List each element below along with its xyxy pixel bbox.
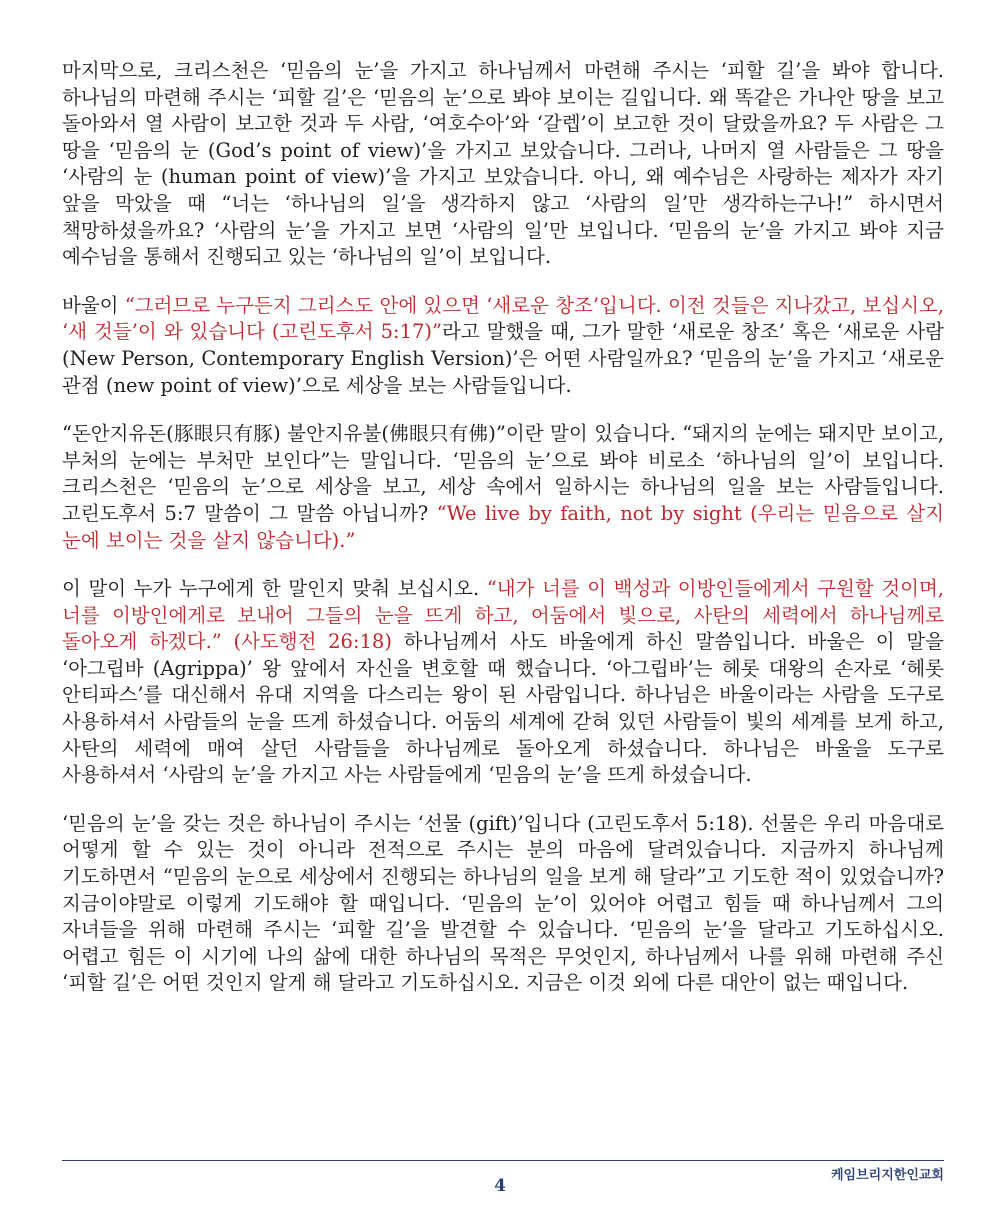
church-name: 케임브리지한인교회: [830, 1168, 944, 1183]
scripture-quote: “We live by faith, not by sight (우리는 믿음으로 살지 눈에 보이는 것을 살지 않습니다).”: [62, 501, 944, 552]
paragraph-text: 마지막으로, 크리스천은 ‘믿음의 눈’을 가지고 하나님께서 마련해 주시는 ‘피할 길’을 봐야 합니다. 하나님의 마련해 주시는 ‘피할 길’은 ‘믿음의 눈’으로 봐야 보이는 길입니다. 왜 똑같은 가나안 땅을 보고 돌아와서 열 사람이 보고한 것과 두 사람, ‘여호수아’와 ‘갈렙’이 보고한 것이 달랐을까요? 두 사람은 그 땅을 ‘믿음의 눈 (God’s point of view)’을 가지고 보았습니다. 그러나, 나머지 열 사람들은 그 땅을 ‘사람의 눈 (human point of view)’을 가지고 보았습니다. 아니, 왜 예수님은 사랑하는 제자가 자기 앞을 막았을 때 “너는 ‘하나님의 일’을 생각하지 않고 ‘사람의 일’만 생각하는구나!” 하시면서 책망하셨을까요? ‘사람의 눈’을 가지고 보면 ‘사람의 일’만 보입니다. ‘믿음의 눈’을 가지고 봐야 지금 예수님을 통해서 진행되고 있는 ‘하나님의 일’이 보입니다.: [62, 59, 944, 269]
paragraph-2: [62, 293, 944, 399]
footer-divider: [62, 1160, 944, 1161]
paragraph-text: 라고 말했을 때, 그가 말한 ‘새로운 창조’ 혹은 ‘새로운 사람 (New Person, Contemporary English Version)’은 어떤 사람일까요? ‘믿음의 눈’을 가지고 ‘새로운 관점 (new point of view)’으로 세상을 보는 사람들입니다.: [62, 320, 944, 397]
paragraph-text: 하나님께서 사도 바울에게 하신 말씀입니다. 바울은 이 말을 ‘아그립바 (Agrippa)’ 왕 앞에서 자신을 변호할 때 했습니다. ‘아그립바’는 헤롯 대왕의 손자로 ‘헤롯 안티파스’를 대신해서 유대 지역을 다스리는 왕이 된 사람입니다. 하나님은 바울이라는 사람을 도구로 사용하셔서 사람들의 눈을 뜨게 하셨습니다. 어둠의 세계에 갇혀 있던 사람들이 빛의 세계를 보게 하고, 사탄의 세력에 매여 살던 사람들을 하나님께로 돌아오게 하셨습니다. 하나님은 바울을 도구로 사용하셔서 ‘사람의 눈’을 가지고 사는 사람들에게 ‘믿음의 눈’을 뜨게 하셨습니다.: [62, 630, 944, 787]
paragraph-text: 이 말이 누가 누구에게 한 말인지 맞춰 보십시오.: [62, 577, 487, 601]
page-number: 4: [494, 1176, 506, 1196]
document-body: [62, 58, 944, 1019]
paragraph-1: [62, 58, 944, 271]
paragraph-text: ‘믿음의 눈’을 갖는 것은 하나님이 주시는 ‘선물 (gift)’입니다 (고린도후서 5:18). 선물은 우리 마음대로 어떻게 할 수 있는 것이 아니라 전적으로 주시는 분의 마음에 달려있습니다. 지금까지 하나님께 기도하면서 “믿음의 눈으로 세상에서 진행되는 하나님의 일을 보게 해 달라”고 기도한 적이 있었습니까? 지금이야말로 이렇게 기도해야 할 때입니다. ‘믿음의 눈’이 있어야 어렵고 힘들 때 하나님께서 그의 자녀들을 위해 마련해 주시는 ‘피할 길’을 발견할 수 있습니다. ‘믿음의 눈’을 달라고 기도하십시오. 어렵고 힘든 이 시기에 나의 삶에 대한 하나님의 목적은 무엇인지, 하나님께서 나를 위해 마련해 주신 ‘피할 길’은 어떤 것인지 알게 해 달라고 기도하십시오. 지금은 이것 외에 다른 대안이 없는 때입니다.: [62, 811, 944, 995]
scripture-quote: “그러므로 누구든지 그리스도 안에 있으면 ‘새로운 창조’입니다. 이전 것들은 지나갔고, 보십시오, ‘새 것들’이 와 있습니다 (고린도후서 5:17)”: [62, 293, 944, 344]
paragraph-3: [62, 421, 944, 554]
scripture-quote: “내가 너를 이 백성과 이방인들에게서 구원할 것이며, 너를 이방인에게로 보내어 그들의 눈을 뜨게 하고, 어둠에서 빛으로, 사탄의 세력에서 하나님께로 돌아오게 하겠다.” (사도행전 26:18): [62, 577, 944, 654]
paragraph-text: “돈안지유돈(豚眼只有豚) 불안지유불(佛眼只有佛)”이란 말이 있습니다. “돼지의 눈에는 돼지만 보이고, 부처의 눈에는 부처만 보인다”는 말입니다. ‘믿음의 눈’으로 봐야 비로소 ‘하나님의 일’이 보입니다. 크리스천은 ‘믿음의 눈’으로 세상을 보고, 세상 속에서 일하시는 하나님의 일을 보는 사람들입니다. 고린도후서 5:7 말씀이 그 말씀 아닙니까?: [62, 422, 944, 525]
paragraph-4: [62, 576, 944, 789]
paragraph-5: [62, 811, 944, 997]
paragraph-text: 바울이: [62, 293, 125, 317]
